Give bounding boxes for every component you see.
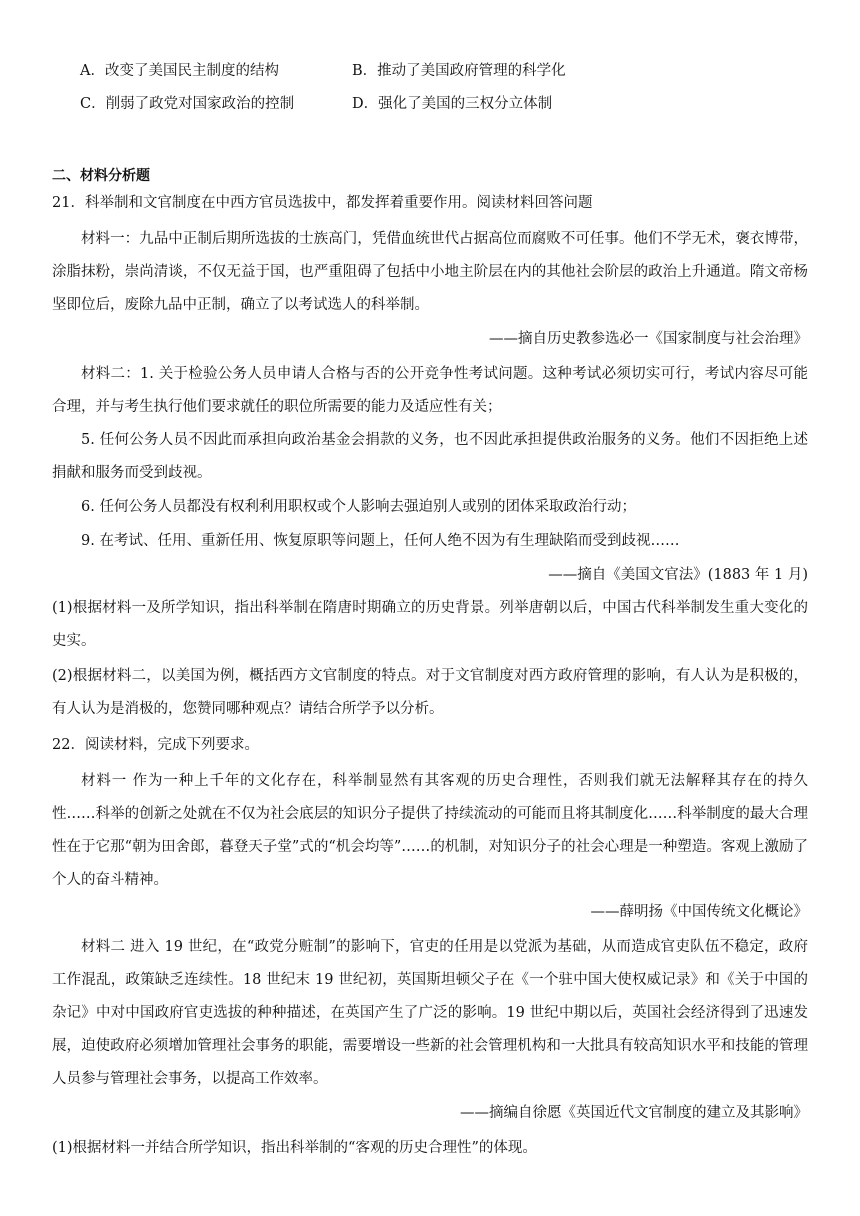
q21-stem: 21．科举制和文官制度在中西方官员选拔中，都发挥着重要作用。阅读材料回答问题 [52, 195, 593, 211]
q22-material-1: 材料一 作为一种上千年的文化存在，科举制显然有其客观的历史合理性，否则我们就无法解释其存在的持久性……科举的创新之处就在不仅为社会底层的知识分子提供了持续流动的可能而且将其制度化……科举制度的最大合理性在于它那“朝为田舍郎，暮登天子堂”式的“机会均等”……的机制，对知识分子的社会心理是一种塑造。客观上激励了个人的奋斗精神。 [52, 773, 808, 888]
q21-material-2-source: ——摘自《美国文官法》(1883 年 1 月) [548, 567, 808, 583]
option-c: C．削弱了政党对国家政治的控制 [80, 96, 295, 112]
option-d: D．强化了美国的三权分立体制 [352, 96, 553, 112]
q21-material-2-item-6: 6. 任何公务人员都没有权利利用职权或个人影响去强迫别人或别的团体采取政治行动； [81, 499, 636, 515]
q22-material-1-source: ——薛明扬《中国传统文化概论》 [590, 904, 808, 920]
option-a: A．改变了美国民主制度的结构 [80, 63, 279, 79]
q21-material-2-item-1: 材料二：1. 关于检验公务人员申请人合格与否的公开竞争性考试问题。这种考试必须切实可行，考试内容尽可能合理，并与考生执行他们要求就任的职位所需要的能力及适应性有关； [52, 366, 808, 415]
q21-material-1: 材料一：九品中正制后期所选拔的士族高门，凭借血统世代占据高位而腐败不可任事。他们不学无术，褒衣博带，涂脂抹粉，崇尚清谈，不仅无益于国，也严重阻碍了包括中小地主阶层在内的其他社会阶层的政治上升通道。隋文帝杨坚即位后，废除九品中正制，确立了以考试选人的科举制。 [52, 231, 808, 313]
q22-stem: 22．阅读材料，完成下列要求。 [52, 737, 259, 753]
q22-material-2: 材料二 进入 19 世纪，在“政党分赃制”的影响下，官吏的任用是以党派为基础，从而造成官吏队伍不稳定，政府工作混乱，政策缺乏连续性。18 世纪末 19 世纪初，英国斯坦顿父子在《一个驻中国大使权威记录》和《关于中国的杂记》中对中国政府官吏选拔的种种描述，在英国产生了广泛的影响。19 世纪中期以后，英国社会经济得到了迅速发展，迫使政府必须增加管理社会事务的职能，需要增设一些新的社会管理机构和一大批具有较高知识水平和技能的管理人员参与管理社会事务，以提高工作效率。 [52, 939, 808, 1087]
option-b: B．推动了美国政府管理的科学化 [352, 63, 566, 79]
q22-question-1: (1)根据材料一并结合所学知识，指出科举制的“客观的历史合理性”的体现。 [52, 1140, 537, 1156]
q22-material-2-source: ——摘编自徐愿《英国近代文官制度的建立及其影响》 [460, 1105, 808, 1121]
q21-material-2-item-5: 5. 任何公务人员不因此而承担向政治基金会捐款的义务，也不因此承担提供政治服务的义务。他们不因拒绝上述捐献和服务而受到歧视。 [52, 432, 808, 481]
q21-question-1: (1)根据材料一及所学知识，指出科举制在隋唐时期确立的历史背景。列举唐朝以后，中国古代科举制发生重大变化的史实。 [52, 600, 808, 649]
q21-material-2-item-9: 9. 在考试、任用、重新任用、恢复原职等问题上，任何人绝不因为有生理缺陷而受到歧视…… [81, 533, 680, 549]
q21-material-1-source: ——摘自历史教参选必一《国家制度与社会治理》 [489, 331, 808, 347]
q21-question-2: (2)根据材料二，以美国为例，概括西方文官制度的特点。对于文官制度对西方政府管理的影响，有人认为是积极的，有人认为是消极的，您赞同哪种观点？请结合所学予以分析。 [52, 668, 808, 717]
section-title: 二、材料分析题 [52, 168, 150, 184]
